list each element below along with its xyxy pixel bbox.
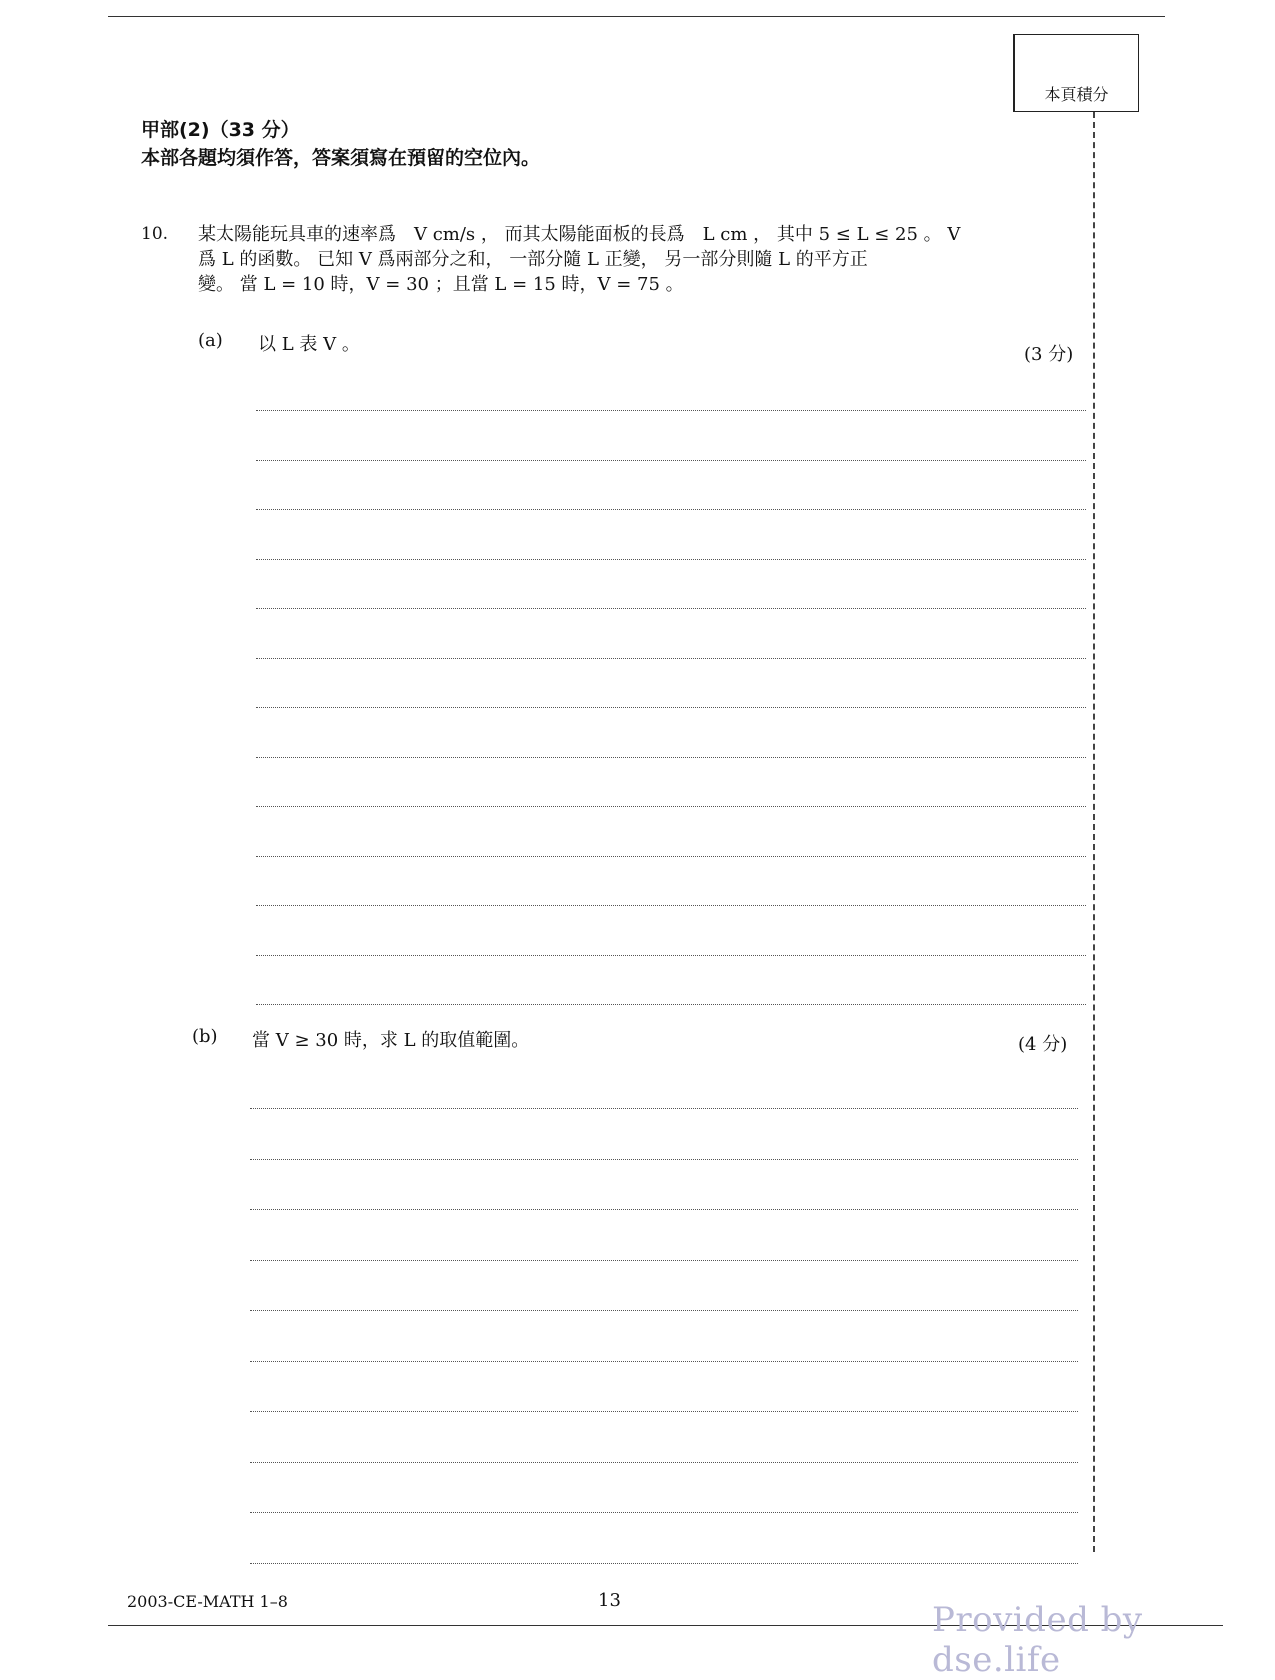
page-score-label: 本頁積分 [1044, 85, 1109, 104]
section-instruction: 本部各題均須作答，答案須寫在預留的空位內。 [141, 147, 541, 169]
top-rule [108, 16, 1165, 17]
answer-line[interactable] [256, 509, 1086, 510]
part-b-text: 當 V ≥ 30 時，求 L 的取值範圍。 [252, 1030, 530, 1051]
question-number: 10. [141, 224, 169, 244]
part-a-text: 以 L 表 V 。 [258, 334, 360, 355]
part-a-label: (a) [198, 330, 223, 351]
answer-line[interactable] [250, 1159, 1078, 1160]
answer-line[interactable] [256, 559, 1086, 560]
answer-line[interactable] [256, 955, 1086, 956]
question-text-line: 變。 當 L = 10 時，V = 30 ；且當 L = 15 時，V = 75 。 [198, 274, 684, 295]
answer-line[interactable] [256, 460, 1086, 461]
section-title: 甲部(2)（33 分） [141, 119, 300, 141]
answer-line[interactable] [250, 1462, 1078, 1463]
page-number: 13 [598, 1590, 621, 1611]
watermark: Provided by dse.life [932, 1600, 1143, 1680]
answer-line[interactable] [250, 1310, 1078, 1311]
answer-line[interactable] [250, 1260, 1078, 1261]
answer-line[interactable] [250, 1361, 1078, 1362]
paper-code: 2003-CE-MATH 1–8 [127, 1592, 288, 1611]
answer-line[interactable] [250, 1411, 1078, 1412]
answer-line[interactable] [256, 658, 1086, 659]
part-b-marks: (4 分) [1018, 1034, 1068, 1055]
answer-line[interactable] [256, 806, 1086, 807]
question-text-line: 爲 L 的函數。 已知 V 爲兩部分之和， 一部分隨 L 正變， 另一部分則隨 L 的平方正 [198, 249, 868, 270]
section-header [141, 116, 540, 172]
part-a-marks: (3 分) [1024, 344, 1074, 365]
question-text-line: 某太陽能玩具車的速率爲 V cm/s ， 而其太陽能面板的長爲 L cm ， 其中 5 ≤ L ≤ 25 。 V [198, 224, 961, 245]
page-score-box [1013, 34, 1139, 112]
answer-line[interactable] [256, 1004, 1086, 1005]
answer-line[interactable] [256, 856, 1086, 857]
answer-line[interactable] [256, 410, 1086, 411]
part-b-label: (b) [192, 1026, 218, 1047]
question-text [198, 222, 1086, 297]
answer-line[interactable] [250, 1563, 1078, 1564]
answer-line[interactable] [256, 905, 1086, 906]
answer-line[interactable] [250, 1108, 1078, 1109]
answer-line[interactable] [250, 1209, 1078, 1210]
margin-dashed-line [1093, 112, 1095, 1552]
answer-line[interactable] [256, 608, 1086, 609]
answer-line[interactable] [250, 1512, 1078, 1513]
answer-line[interactable] [256, 757, 1086, 758]
answer-line[interactable] [256, 707, 1086, 708]
